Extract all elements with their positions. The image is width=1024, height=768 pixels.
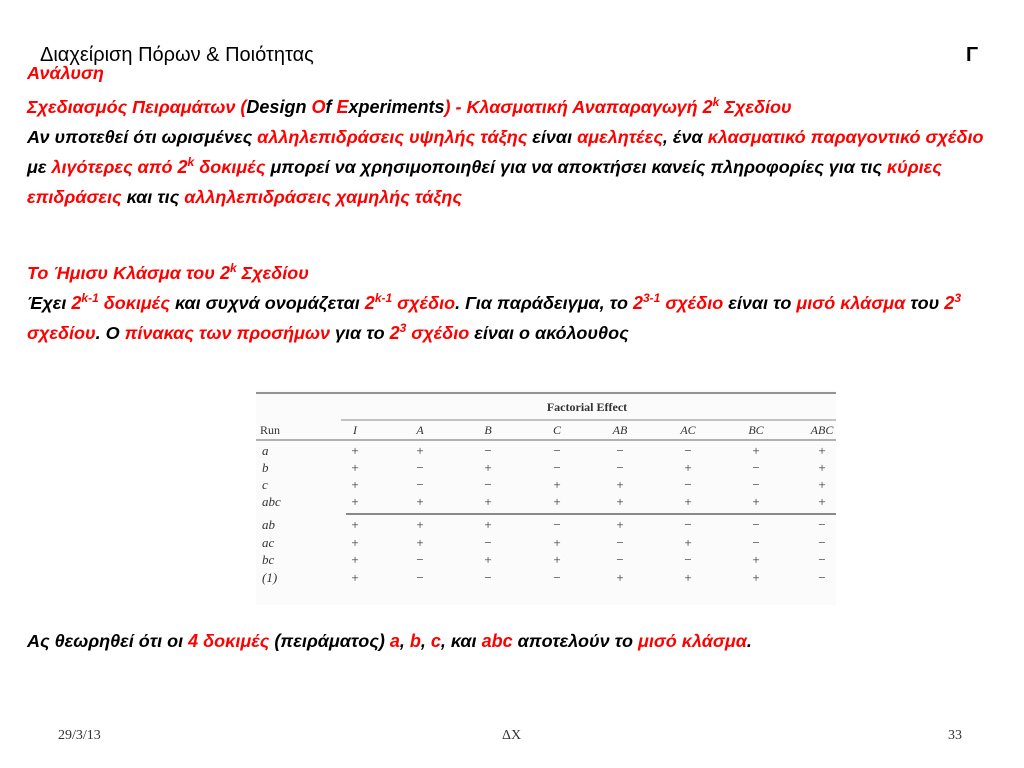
text: είναι: [527, 127, 578, 147]
table-sign: −: [684, 443, 692, 458]
text: και τις: [121, 187, 185, 207]
table-sign: −: [553, 570, 561, 585]
table-sign: +: [351, 535, 359, 550]
text: δοκιμές: [194, 157, 266, 177]
table-run-label: b: [262, 460, 269, 475]
text: δοκιμές: [98, 293, 170, 313]
table-sign: +: [752, 443, 760, 458]
table-sign: +: [818, 460, 826, 475]
footer-date: 29/3/13: [58, 728, 101, 743]
table-sign: +: [553, 535, 561, 550]
text: σχέδιο: [660, 293, 724, 313]
table-run-label: ac: [262, 535, 275, 550]
footer-author: ΔΧ: [502, 728, 522, 743]
table-sign: −: [684, 477, 692, 492]
text: μπορεί να χρησιμοποιηθεί για να αποκτήσει κανείς πληροφορίες για τις: [265, 157, 887, 177]
table-sign: +: [416, 443, 424, 458]
text: . Ο: [95, 323, 125, 343]
table-sign: −: [752, 535, 760, 550]
table-column-header: AC: [680, 423, 696, 437]
table-sign: +: [351, 552, 359, 567]
half-fraction-paragraph: [27, 258, 1002, 348]
text: αποτελούν το: [512, 631, 638, 651]
table-sign: −: [818, 517, 826, 532]
highlight: [390, 323, 470, 343]
highlight: [51, 157, 265, 177]
table-sign: −: [818, 535, 826, 550]
text: . Για παράδειγμα, το: [455, 293, 633, 313]
text: O: [311, 97, 326, 117]
table-sign: −: [416, 460, 424, 475]
highlight: κλασματικό παραγοντικό σχέδιο: [707, 127, 984, 147]
table-run-label: ab: [262, 517, 275, 532]
half-fraction-text: [27, 288, 1002, 348]
table-sign: +: [553, 494, 561, 509]
text: είναι ο ακόλουθος: [469, 323, 629, 343]
text: D: [246, 97, 260, 117]
table-sign: −: [484, 535, 492, 550]
table-column-header: ABC: [810, 423, 834, 437]
table-sign: −: [752, 517, 760, 532]
superscript: 3-1: [642, 291, 661, 305]
table-sign: −: [684, 517, 692, 532]
table-run-header: Run: [260, 423, 281, 437]
table-sign: −: [553, 443, 561, 458]
table-sign: −: [416, 570, 424, 585]
text: Σχεδίου: [236, 263, 309, 283]
text: 2: [71, 293, 82, 313]
table-sign: +: [484, 552, 492, 567]
table-sign: +: [484, 517, 492, 532]
table-sign: +: [684, 570, 692, 585]
table-sign: −: [484, 570, 492, 585]
table-sign: −: [553, 517, 561, 532]
table-sign: +: [351, 570, 359, 585]
text: esign: [259, 97, 312, 117]
sign-table-svg: [256, 390, 836, 605]
text: Το Ήμισυ Κλάσμα του 2: [27, 263, 230, 283]
table-sign: −: [484, 477, 492, 492]
highlight: αλληλεπιδράσεις υψηλής τάξης: [257, 127, 528, 147]
table-sign: +: [818, 477, 826, 492]
table-sign: +: [752, 552, 760, 567]
highlight: κύριες επιδράσεις: [27, 157, 942, 207]
slide-header-title: Διαχείριση Πόρων & Ποιότητας: [40, 44, 314, 66]
table-sign: +: [416, 494, 424, 509]
text: .: [746, 631, 752, 651]
sign-table: [256, 390, 836, 605]
table-sign: −: [752, 460, 760, 475]
superscript: k: [229, 261, 237, 275]
table-sign: +: [416, 517, 424, 532]
table-sign: +: [553, 552, 561, 567]
table-sign: +: [818, 494, 826, 509]
highlight: [365, 293, 455, 313]
superscript: k-1: [374, 291, 393, 305]
highlight: [71, 293, 170, 313]
table-sign: −: [684, 552, 692, 567]
table-column-header: BC: [748, 423, 764, 437]
table-column-header: AB: [612, 423, 628, 437]
table-run-label: (1): [262, 570, 278, 585]
text: Σχεδιασμός Πειραμάτων (: [27, 97, 247, 117]
table-sign: −: [416, 552, 424, 567]
table-sign: +: [351, 460, 359, 475]
highlight: μισό κλάσμα: [796, 293, 906, 313]
text: λιγότερες από 2: [51, 157, 188, 177]
text: σχέδιο: [406, 323, 470, 343]
table-sign: +: [752, 570, 760, 585]
table-sign: +: [818, 443, 826, 458]
table-sign: +: [351, 443, 359, 458]
table-sign: +: [684, 535, 692, 550]
text: είναι το: [723, 293, 797, 313]
table-column-header: C: [552, 423, 562, 437]
text: του: [905, 293, 945, 313]
half-fraction-title: [27, 258, 1002, 288]
highlight: πίνακας των προσήμων: [124, 323, 331, 343]
highlight: αλληλεπιδράσεις χαμηλής τάξης: [184, 187, 462, 207]
section-label-analysis: Ανάλυση: [27, 63, 104, 82]
table-sign: −: [484, 443, 492, 458]
highlight: μισό κλάσμα: [638, 631, 747, 651]
slide-header-mark: Γ: [965, 44, 978, 66]
text: 2: [944, 293, 955, 313]
subtitle-line: [27, 92, 1002, 122]
intro-paragraph: [27, 92, 1002, 212]
table-sign: +: [616, 570, 624, 585]
text: Σχεδίου: [719, 97, 792, 117]
text: και συχνά ονομάζεται: [169, 293, 365, 313]
superscript: k: [187, 155, 195, 169]
text: xperiments: [348, 97, 445, 117]
table-sign: −: [616, 552, 624, 567]
text: ,: [420, 631, 431, 651]
table-super-header: Factorial Effect: [546, 400, 628, 414]
highlight: [633, 293, 723, 313]
text: 2: [364, 293, 375, 313]
text: σχεδίου: [27, 323, 96, 343]
table-sign: +: [416, 535, 424, 550]
table-sign: −: [616, 443, 624, 458]
table-sign: +: [616, 517, 624, 532]
text: ) - Κλασματική Αναπαραγωγή 2: [444, 97, 713, 117]
table-sign: +: [616, 477, 624, 492]
superscript: 3: [954, 291, 961, 305]
table-column-header: A: [416, 423, 424, 437]
table-sign: +: [484, 460, 492, 475]
text: 2: [632, 293, 643, 313]
superscript: k-1: [81, 291, 99, 305]
table-sign: +: [351, 494, 359, 509]
text: , ένα: [662, 127, 708, 147]
footer-page-number: 33: [948, 728, 962, 743]
text: ,: [399, 631, 410, 651]
table-sign: +: [616, 494, 624, 509]
highlight: 4 δοκιμές: [188, 631, 270, 651]
highlight: b: [409, 631, 421, 651]
text: , και: [440, 631, 482, 651]
table-sign: −: [416, 477, 424, 492]
text: Ας θεωρηθεί ότι οι: [27, 631, 189, 651]
table-sign: −: [553, 460, 561, 475]
highlight: c: [430, 631, 441, 651]
table-sign: +: [553, 477, 561, 492]
table-sign: +: [351, 517, 359, 532]
table-sign: −: [616, 535, 624, 550]
text: Αν υποτεθεί ότι ωρισμένες: [27, 127, 258, 147]
table-sign: −: [752, 477, 760, 492]
table-sign: +: [684, 460, 692, 475]
text: 2: [389, 323, 400, 343]
superscript: 3: [399, 321, 407, 335]
table-sign: −: [818, 570, 826, 585]
table-sign: +: [684, 494, 692, 509]
text: για το: [330, 323, 390, 343]
table-column-header: B: [484, 423, 492, 437]
superscript: k: [712, 95, 720, 109]
highlight: αμελητέες: [577, 127, 663, 147]
table-sign: +: [484, 494, 492, 509]
table-run-label: a: [262, 443, 269, 458]
table-sign: −: [616, 460, 624, 475]
table-run-label: c: [262, 477, 268, 492]
table-run-label: abc: [262, 494, 281, 509]
text: σχέδιο: [392, 293, 456, 313]
table-sign: +: [752, 494, 760, 509]
table-run-label: bc: [262, 552, 275, 567]
highlight: a: [389, 631, 400, 651]
text: με: [27, 157, 52, 177]
conclusion-paragraph: [27, 626, 1002, 656]
intro-text: [27, 122, 1002, 212]
table-sign: +: [351, 477, 359, 492]
text: E: [336, 97, 349, 117]
text: Έχει: [27, 293, 72, 313]
text: (πειράματος): [269, 631, 390, 651]
table-column-header: I: [353, 423, 357, 437]
text: f: [325, 97, 337, 117]
highlight: abc: [481, 631, 513, 651]
table-sign: −: [818, 552, 826, 567]
